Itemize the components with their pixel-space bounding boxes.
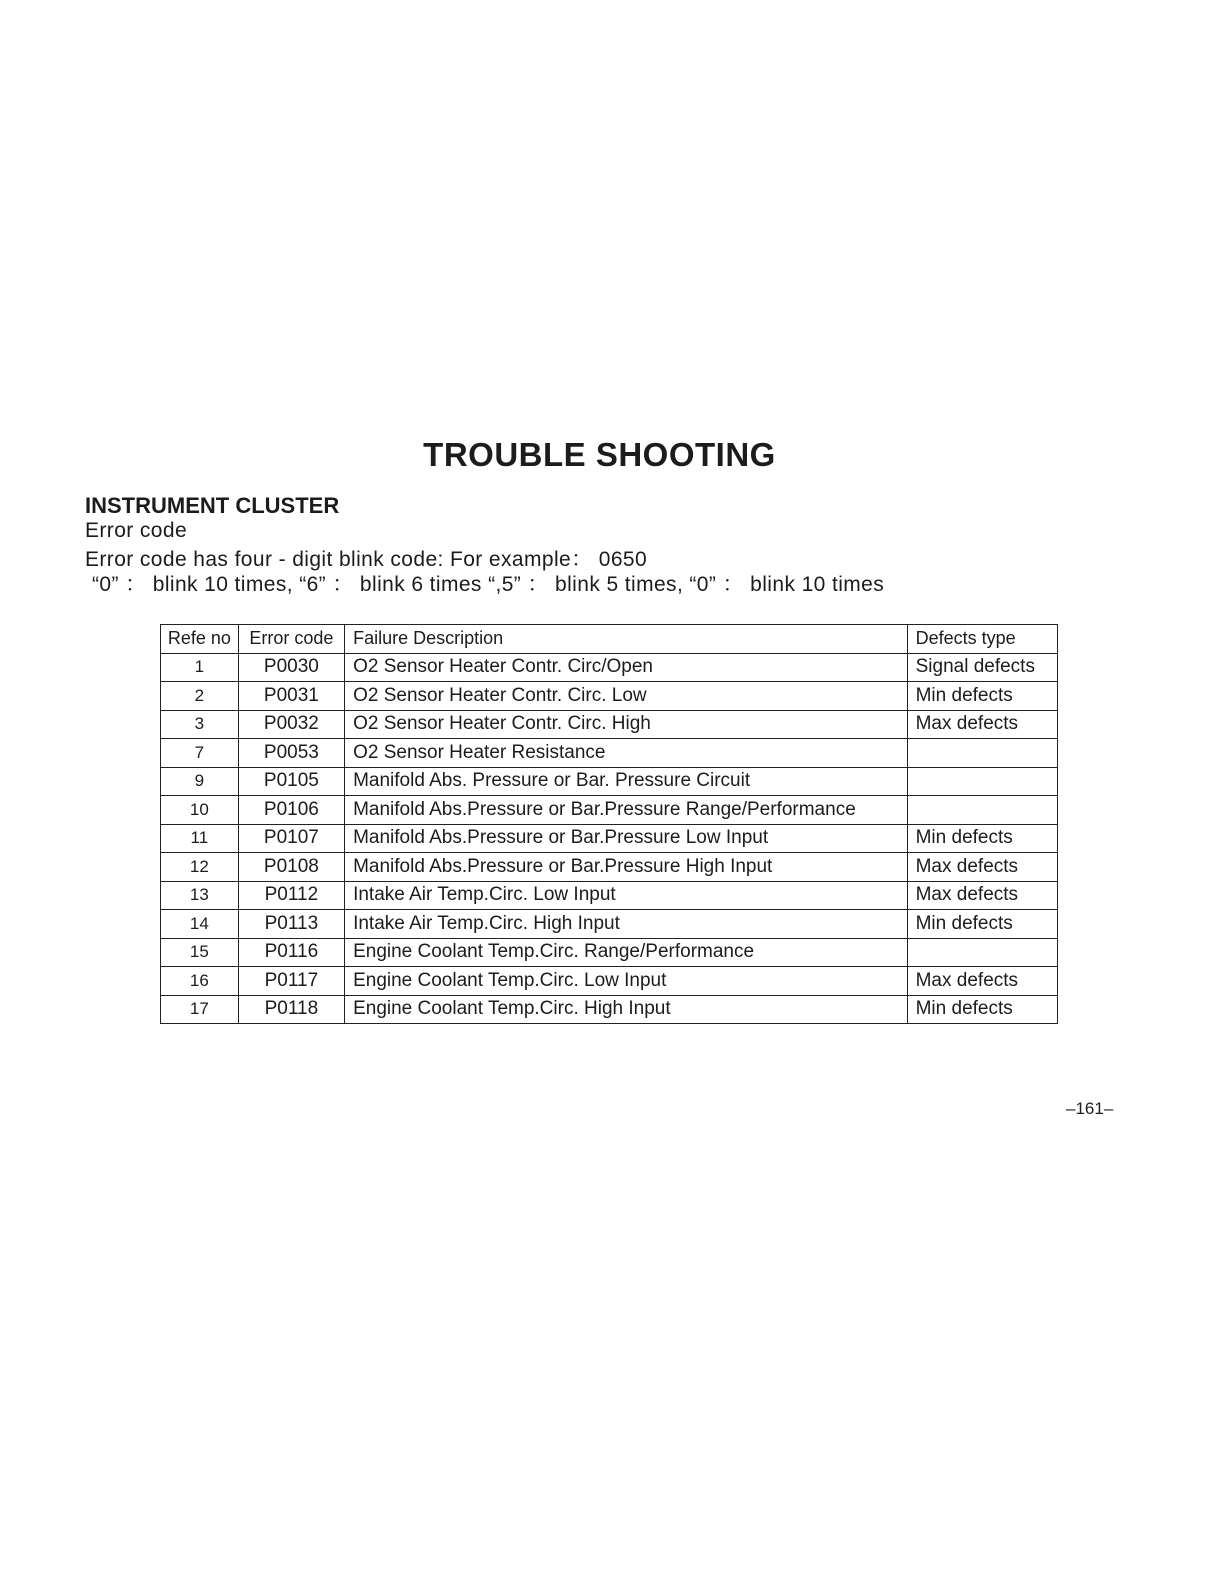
ref-no-cell: 10 xyxy=(161,796,239,825)
error-code-cell: P0112 xyxy=(238,881,344,910)
defects-type-cell: Max defects xyxy=(907,967,1057,996)
failure-description-cell: O2 Sensor Heater Contr. Circ/Open xyxy=(345,653,908,682)
error-code-table xyxy=(160,624,1058,1024)
defects-type-cell xyxy=(907,796,1057,825)
section-heading: INSTRUMENT CLUSTER xyxy=(85,493,340,518)
ref-no-cell: 9 xyxy=(161,767,239,796)
table-row xyxy=(161,967,1058,996)
ref-no-cell: 12 xyxy=(161,853,239,882)
failure-description-cell: O2 Sensor Heater Contr. Circ. High xyxy=(345,710,908,739)
defects-type-cell xyxy=(907,739,1057,768)
table-row xyxy=(161,881,1058,910)
error-code-cell: P0106 xyxy=(238,796,344,825)
ref-no-cell: 16 xyxy=(161,967,239,996)
defects-type-cell: Max defects xyxy=(907,853,1057,882)
intro-line-3: “0” ： blink 10 times, “6” ： blink 6 times “,5” ： blink 5 times, “0” ： blink 10 times xyxy=(92,573,885,596)
page-number: –161– xyxy=(1066,1099,1114,1118)
error-code-cell: P0117 xyxy=(238,967,344,996)
header-ref-no: Refe no xyxy=(161,625,239,654)
table-row xyxy=(161,796,1058,825)
table-row xyxy=(161,938,1058,967)
intro-line-2: Error code has four - digit blink code: For example： 0650 xyxy=(85,548,648,571)
header-failure-description: Failure Description xyxy=(345,625,908,654)
table-row xyxy=(161,824,1058,853)
failure-description-cell: Engine Coolant Temp.Circ. High Input xyxy=(345,995,908,1024)
intro-line-1: Error code xyxy=(85,519,188,542)
error-code-cell: P0105 xyxy=(238,767,344,796)
ref-no-cell: 2 xyxy=(161,682,239,711)
defects-type-cell: Min defects xyxy=(907,682,1057,711)
page-title: TROUBLE SHOOTING xyxy=(423,436,776,473)
defects-type-cell xyxy=(907,767,1057,796)
ref-no-cell: 13 xyxy=(161,881,239,910)
failure-description-cell: Intake Air Temp.Circ. High Input xyxy=(345,910,908,939)
failure-description-cell: Intake Air Temp.Circ. Low Input xyxy=(345,881,908,910)
failure-description-cell: Manifold Abs.Pressure or Bar.Pressure Low Input xyxy=(345,824,908,853)
error-code-cell: P0108 xyxy=(238,853,344,882)
ref-no-cell: 11 xyxy=(161,824,239,853)
error-code-cell: P0053 xyxy=(238,739,344,768)
ref-no-cell: 17 xyxy=(161,995,239,1024)
table-row xyxy=(161,739,1058,768)
table-row xyxy=(161,995,1058,1024)
failure-description-cell: Manifold Abs.Pressure or Bar.Pressure Range/Performance xyxy=(345,796,908,825)
error-code-cell: P0032 xyxy=(238,710,344,739)
table-row xyxy=(161,653,1058,682)
failure-description-cell: Manifold Abs. Pressure or Bar. Pressure Circuit xyxy=(345,767,908,796)
table-row xyxy=(161,682,1058,711)
header-defects-type: Defects type xyxy=(907,625,1057,654)
defects-type-cell xyxy=(907,938,1057,967)
error-code-cell: P0113 xyxy=(238,910,344,939)
table-row xyxy=(161,853,1058,882)
defects-type-cell: Min defects xyxy=(907,995,1057,1024)
ref-no-cell: 1 xyxy=(161,653,239,682)
ref-no-cell: 3 xyxy=(161,710,239,739)
defects-type-cell: Min defects xyxy=(907,824,1057,853)
defects-type-cell: Max defects xyxy=(907,881,1057,910)
failure-description-cell: O2 Sensor Heater Resistance xyxy=(345,739,908,768)
table-row xyxy=(161,910,1058,939)
table-row xyxy=(161,710,1058,739)
ref-no-cell: 7 xyxy=(161,739,239,768)
table-row xyxy=(161,767,1058,796)
ref-no-cell: 15 xyxy=(161,938,239,967)
defects-type-cell: Max defects xyxy=(907,710,1057,739)
error-code-cell: P0116 xyxy=(238,938,344,967)
failure-description-cell: Engine Coolant Temp.Circ. Low Input xyxy=(345,967,908,996)
failure-description-cell: Engine Coolant Temp.Circ. Range/Performance xyxy=(345,938,908,967)
failure-description-cell: Manifold Abs.Pressure or Bar.Pressure High Input xyxy=(345,853,908,882)
defects-type-cell: Signal defects xyxy=(907,653,1057,682)
failure-description-cell: O2 Sensor Heater Contr. Circ. Low xyxy=(345,682,908,711)
ref-no-cell: 14 xyxy=(161,910,239,939)
header-error-code: Error code xyxy=(238,625,344,654)
error-code-cell: P0118 xyxy=(238,995,344,1024)
defects-type-cell: Min defects xyxy=(907,910,1057,939)
error-code-cell: P0107 xyxy=(238,824,344,853)
error-code-cell: P0030 xyxy=(238,653,344,682)
table-header-row xyxy=(161,625,1058,654)
error-code-cell: P0031 xyxy=(238,682,344,711)
